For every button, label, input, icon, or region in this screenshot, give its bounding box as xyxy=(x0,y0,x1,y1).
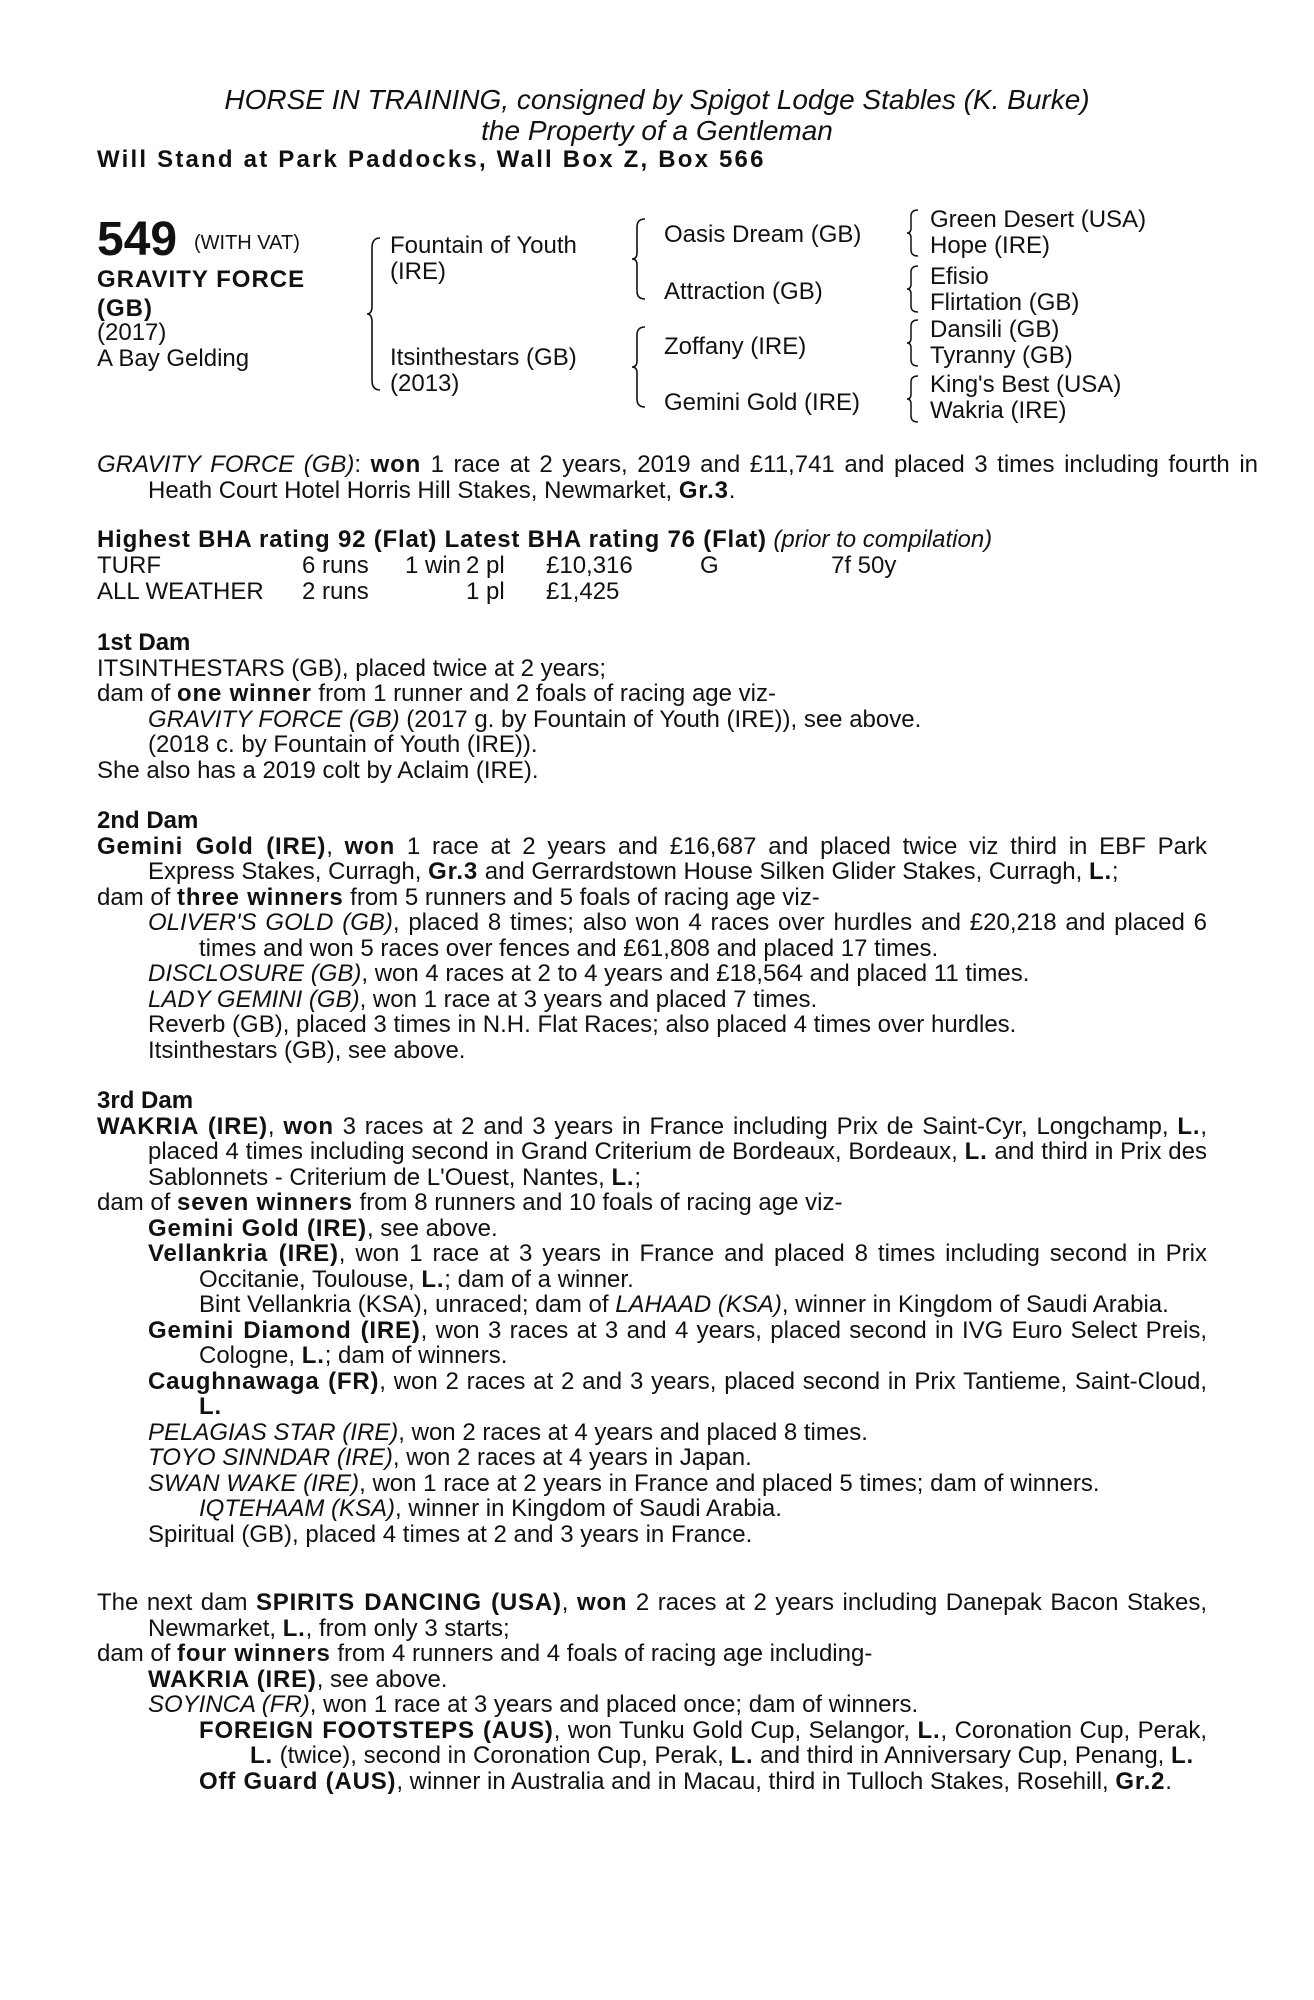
t: from 5 runners and 5 foals of racing age viz- xyxy=(343,883,820,911)
t: , won 1 race at 3 years and placed 7 times. xyxy=(359,985,818,1013)
listed: L. xyxy=(917,1716,941,1744)
t: , won 2 races at 4 years in Japan. xyxy=(392,1444,752,1471)
sire-dam-brace xyxy=(366,236,382,392)
listed: L. xyxy=(282,1614,306,1642)
produce-name: FOREIGN FOOTSTEPS (AUS) xyxy=(199,1716,554,1744)
property-line: the Property of a Gentleman xyxy=(481,115,833,146)
t: , Coronation Cup, Perak, xyxy=(940,1716,1208,1744)
t: dam of xyxy=(97,1640,178,1667)
t: from 8 runners and 10 foals of racing age viz- xyxy=(352,1189,843,1216)
t: 1 race at 2 years and £16,687 and placed twice viz third in EBF Park Express Stakes, Curragh, xyxy=(148,832,1207,885)
winners-count: one winner xyxy=(177,680,312,707)
listed: L. xyxy=(199,1393,222,1420)
record-row-turf xyxy=(97,553,1207,579)
sire-line1: Fountain of Youth xyxy=(390,232,577,259)
t: 2 races at 2 years including Danepak Bacon Stakes, Newmarket, xyxy=(148,1589,1207,1642)
won-label: won xyxy=(344,832,396,860)
produce-name: IQTEHAAM (KSA) xyxy=(199,1495,396,1522)
dam-name: SPIRITS DANCING (USA) xyxy=(255,1589,562,1616)
sire-line2: (IRE) xyxy=(390,258,446,285)
brace-dd xyxy=(906,374,920,424)
produce-item xyxy=(97,1216,1207,1242)
t: from 4 runners and 4 foals of racing age including- xyxy=(330,1640,873,1667)
produce-name: WAKRIA (IRE) xyxy=(148,1665,317,1693)
dam-line: ITSINTHESTARS (GB), placed twice at 2 years; xyxy=(97,654,607,682)
next-dam-section xyxy=(97,1590,1207,1794)
produce-name: DISCLOSURE (GB) xyxy=(148,960,362,987)
t: , xyxy=(561,1589,577,1616)
t: from 1 runner and 2 foals of racing age viz- xyxy=(311,680,776,707)
winners-count: seven winners xyxy=(177,1189,353,1216)
t: (twice), second in Coronation Cup, Perak, xyxy=(272,1742,731,1769)
horse-description: A Bay Gelding xyxy=(97,345,250,372)
produce-item xyxy=(97,1445,1207,1471)
vat-note: (WITH VAT) xyxy=(194,232,300,254)
record-prize: £10,316 xyxy=(546,552,633,579)
produce-item xyxy=(97,1420,1207,1446)
t: dam of xyxy=(97,1189,178,1216)
listed: L. xyxy=(250,1742,273,1769)
listed: L. xyxy=(1177,1112,1201,1140)
t: , winner in Kingdom of Saudi Arabia. xyxy=(395,1495,782,1522)
t: , won 4 races at 2 to 4 years and £18,564 and placed 11 times. xyxy=(361,960,1030,987)
t: and third in Prix des Sablonnets - Criterium de L'Ouest, Nantes, xyxy=(148,1138,1208,1191)
produce-item xyxy=(97,1318,1207,1369)
t: , won 1 race at 2 years in France and placed 5 times; dam of winners. xyxy=(359,1469,1100,1497)
brace-ds xyxy=(906,318,920,368)
t: , see above. xyxy=(366,1214,498,1242)
sire xyxy=(390,233,577,285)
produce-name: LAHAAD (KSA) xyxy=(615,1291,782,1318)
dam-record xyxy=(97,834,1207,885)
t: and third in Anniversary Cup, Penang, xyxy=(753,1742,1172,1769)
record-runs: 6 runs xyxy=(302,552,369,579)
produce-name: LADY GEMINI (GB) xyxy=(148,985,360,1013)
dsd: Tyranny (GB) xyxy=(930,342,1073,369)
produce-item: Spiritual (GB), placed 4 times at 2 and 3 years in France. xyxy=(148,1520,753,1548)
t: Bint Vellankria (KSA), unraced; dam of xyxy=(199,1291,616,1318)
t: , won 2 races at 2 and 3 years, placed second in Prix Tantieme, Saint-Cloud, xyxy=(379,1367,1207,1395)
dam-produce-summary xyxy=(97,1190,1207,1216)
winners-count: four winners xyxy=(177,1640,331,1667)
t: dam of xyxy=(97,883,178,911)
listed: L. xyxy=(611,1163,635,1191)
t: ; dam of a winner. xyxy=(444,1265,634,1293)
won-label: won xyxy=(370,451,422,478)
record-surface: TURF xyxy=(97,552,161,579)
ddd: Wakria (IRE) xyxy=(930,397,1067,424)
produce-item xyxy=(97,961,1207,987)
t: . xyxy=(1165,1767,1172,1795)
won-label: won xyxy=(576,1589,628,1616)
t: , won Tunku Gold Cup, Selangor, xyxy=(553,1716,918,1744)
t: dam of xyxy=(97,680,178,707)
record-placed: 2 pl xyxy=(466,552,505,579)
sire-dam: Attraction (GB) xyxy=(664,278,823,305)
produce-note: She also has a 2019 colt by Aclaim (IRE). xyxy=(97,756,539,784)
produce-item xyxy=(97,1369,1207,1420)
dam-line2: (2013) xyxy=(390,370,460,397)
produce-item: (2018 c. by Fountain of Youth (IRE)). xyxy=(148,731,538,758)
produce-name: Gemini Diamond (IRE) xyxy=(148,1316,421,1344)
record-prize: £1,425 xyxy=(546,578,620,605)
horse-name-line2: (GB) xyxy=(97,295,153,322)
produce-name: Gemini Gold (IRE) xyxy=(148,1214,367,1242)
t: , won 2 races at 4 years and placed 8 times. xyxy=(398,1418,868,1446)
produce-item xyxy=(97,1241,1207,1292)
consignor-line: HORSE IN TRAINING, consigned by Spigot Lodge Stables (K. Burke) xyxy=(224,84,1090,115)
dam-record xyxy=(97,1114,1207,1191)
produce-name: SWAN WAKE (IRE) xyxy=(148,1469,360,1497)
foaling-year: (2017) xyxy=(97,319,167,346)
listed: L. xyxy=(1088,858,1112,885)
produce-name: Vellankria (IRE) xyxy=(148,1240,339,1267)
brace-sd xyxy=(906,264,920,314)
dam xyxy=(390,345,577,397)
dam-produce-summary xyxy=(97,885,1207,911)
grade-label: Gr.3 xyxy=(678,476,729,504)
section-title: 1st Dam xyxy=(97,629,191,656)
produce-name: SOYINCA (FR) xyxy=(148,1691,310,1718)
dam-name: Gemini Gold (IRE) xyxy=(97,832,327,860)
rating-note: (prior to compilation) xyxy=(773,526,993,553)
listed: L. xyxy=(730,1742,754,1769)
sdd: Flirtation (GB) xyxy=(930,289,1080,316)
produce-item xyxy=(97,1692,1207,1718)
dam-produce-summary xyxy=(97,1641,1207,1667)
horse-name xyxy=(97,265,305,323)
summary-horse-name: GRAVITY FORCE (GB) xyxy=(97,451,355,478)
dam-produce-summary xyxy=(97,681,1207,707)
t: , see above. xyxy=(316,1665,448,1693)
dam-dam: Gemini Gold (IRE) xyxy=(664,389,861,416)
t: , xyxy=(326,832,345,860)
produce-item: Reverb (GB), placed 3 times in N.H. Flat Races; also placed 4 times over hurdles. xyxy=(148,1011,1017,1038)
record-row-aw xyxy=(97,579,1207,605)
listed: L. xyxy=(301,1342,325,1369)
stand-location: Will Stand at Park Paddocks, Wall Box Z, Box 566 xyxy=(97,146,766,173)
produce-name: Off Guard (AUS) xyxy=(199,1767,397,1795)
t: , xyxy=(267,1112,284,1140)
produce-name: GRAVITY FORCE (GB) xyxy=(148,705,400,733)
t: ; xyxy=(1111,858,1119,885)
record-distance: 7f 50y xyxy=(831,552,897,579)
third-dam-section xyxy=(97,1088,1207,1547)
won-label: won xyxy=(283,1112,334,1140)
t: The next dam xyxy=(97,1589,256,1616)
produce-item xyxy=(97,1292,1207,1318)
t: and Gerrardstown House Silken Glider Stakes, Curragh, xyxy=(478,858,1089,885)
produce-name: TOYO SINNDAR (IRE) xyxy=(148,1444,393,1471)
t: , won 1 race at 3 years and placed once; dam of winners. xyxy=(309,1691,919,1718)
grade: Gr.3 xyxy=(428,858,479,885)
section-title: 3rd Dam xyxy=(97,1087,194,1114)
t: ; dam of winners. xyxy=(324,1342,508,1369)
sire-sire: Oasis Dream (GB) xyxy=(664,221,862,248)
second-dam-section xyxy=(97,808,1207,1063)
t: , placed 4 times including second in Grand Criterium de Bordeaux, Bordeaux, xyxy=(148,1112,1208,1165)
t: (2017 g. by Fountain of Youth (IRE)), see above. xyxy=(399,705,922,733)
ssd: Hope (IRE) xyxy=(930,232,1051,259)
t: 3 races at 2 and 3 years in France including Prix de Saint-Cyr, Longchamp, xyxy=(333,1112,1178,1140)
lot-number: 549 xyxy=(97,213,178,266)
t: , from only 3 starts; xyxy=(305,1614,510,1642)
dss: Dansili (GB) xyxy=(930,316,1060,343)
t: ; xyxy=(634,1163,642,1191)
summary-text: 1 race at 2 years, 2019 and £11,741 and placed 3 times including fourth in Heath Court Hotel Horris Hill Stakes, Newmarket, xyxy=(148,451,1259,504)
dam-line-brace xyxy=(631,325,647,409)
record-runs: 2 runs xyxy=(302,578,369,605)
produce-item xyxy=(97,1667,1207,1693)
t: , winner in Australia and in Macau, third in Tulloch Stakes, Rosehill, xyxy=(396,1767,1116,1795)
t: , won 3 races at 3 and 4 years, placed second in IVG Euro Select Preis, Cologne, xyxy=(199,1316,1207,1369)
sire-line-brace xyxy=(631,217,647,301)
record-surface: ALL WEATHER xyxy=(97,578,264,605)
horse-name-line1: GRAVITY FORCE xyxy=(97,266,306,293)
summary-end: . xyxy=(728,476,736,504)
record-placed: 1 pl xyxy=(466,578,505,605)
dam-name: WAKRIA (IRE) xyxy=(97,1112,268,1140)
sds: Efisio xyxy=(930,263,989,290)
listed: L. xyxy=(964,1138,988,1165)
section-title: 2nd Dam xyxy=(97,807,199,834)
dam-sire: Zoffany (IRE) xyxy=(664,333,807,360)
record-wins: 1 win xyxy=(405,552,462,579)
listed: L. xyxy=(1171,1742,1194,1769)
t: , won 1 race at 3 years in France and placed 8 times including second in Prix Occitanie, Toulouse, xyxy=(199,1240,1207,1293)
dam-record xyxy=(97,1590,1207,1641)
t: , placed 8 times; also won 4 races over hurdles and £20,218 and placed 6 times and won 5 races over fences and £61,808 and placed 17 times. xyxy=(199,909,1208,962)
record-going: G xyxy=(700,552,719,579)
winners-count: three winners xyxy=(177,883,344,911)
produce-name: PELAGIAS STAR (IRE) xyxy=(148,1418,399,1446)
first-dam-section xyxy=(97,630,1207,783)
produce-item xyxy=(97,910,1207,961)
brace-ss xyxy=(906,208,920,258)
produce-item: Itsinthestars (GB), see above. xyxy=(148,1036,466,1064)
listed: L. xyxy=(421,1265,445,1293)
produce-name: Caughnawaga (FR) xyxy=(148,1367,380,1395)
produce-item xyxy=(97,707,1207,733)
race-summary: GRAVITY FORCE (GB): won 1 race at 2 years, 2019 and £11,741 and placed 3 times including fourth in Heath Court Hotel Horris Hill Stakes, Newmarket, Gr.3. xyxy=(97,451,1259,504)
grade: Gr.2 xyxy=(1115,1767,1166,1795)
race-record xyxy=(97,553,1207,605)
produce-item xyxy=(97,987,1207,1013)
produce-item xyxy=(97,1718,1207,1769)
produce-name: OLIVER'S GOLD (GB) xyxy=(148,909,393,936)
t: , winner in Kingdom of Saudi Arabia. xyxy=(781,1291,1169,1318)
produce-item xyxy=(97,1769,1207,1795)
dam-line1: Itsinthestars (GB) xyxy=(390,344,577,371)
bha-rating xyxy=(97,527,1207,553)
produce-item xyxy=(97,1496,1207,1522)
dds: King's Best (USA) xyxy=(930,371,1122,398)
rating-text: Highest BHA rating 92 (Flat) Latest BHA rating 76 (Flat) xyxy=(97,526,767,553)
sss: Green Desert (USA) xyxy=(930,206,1147,233)
produce-item xyxy=(97,1471,1207,1497)
